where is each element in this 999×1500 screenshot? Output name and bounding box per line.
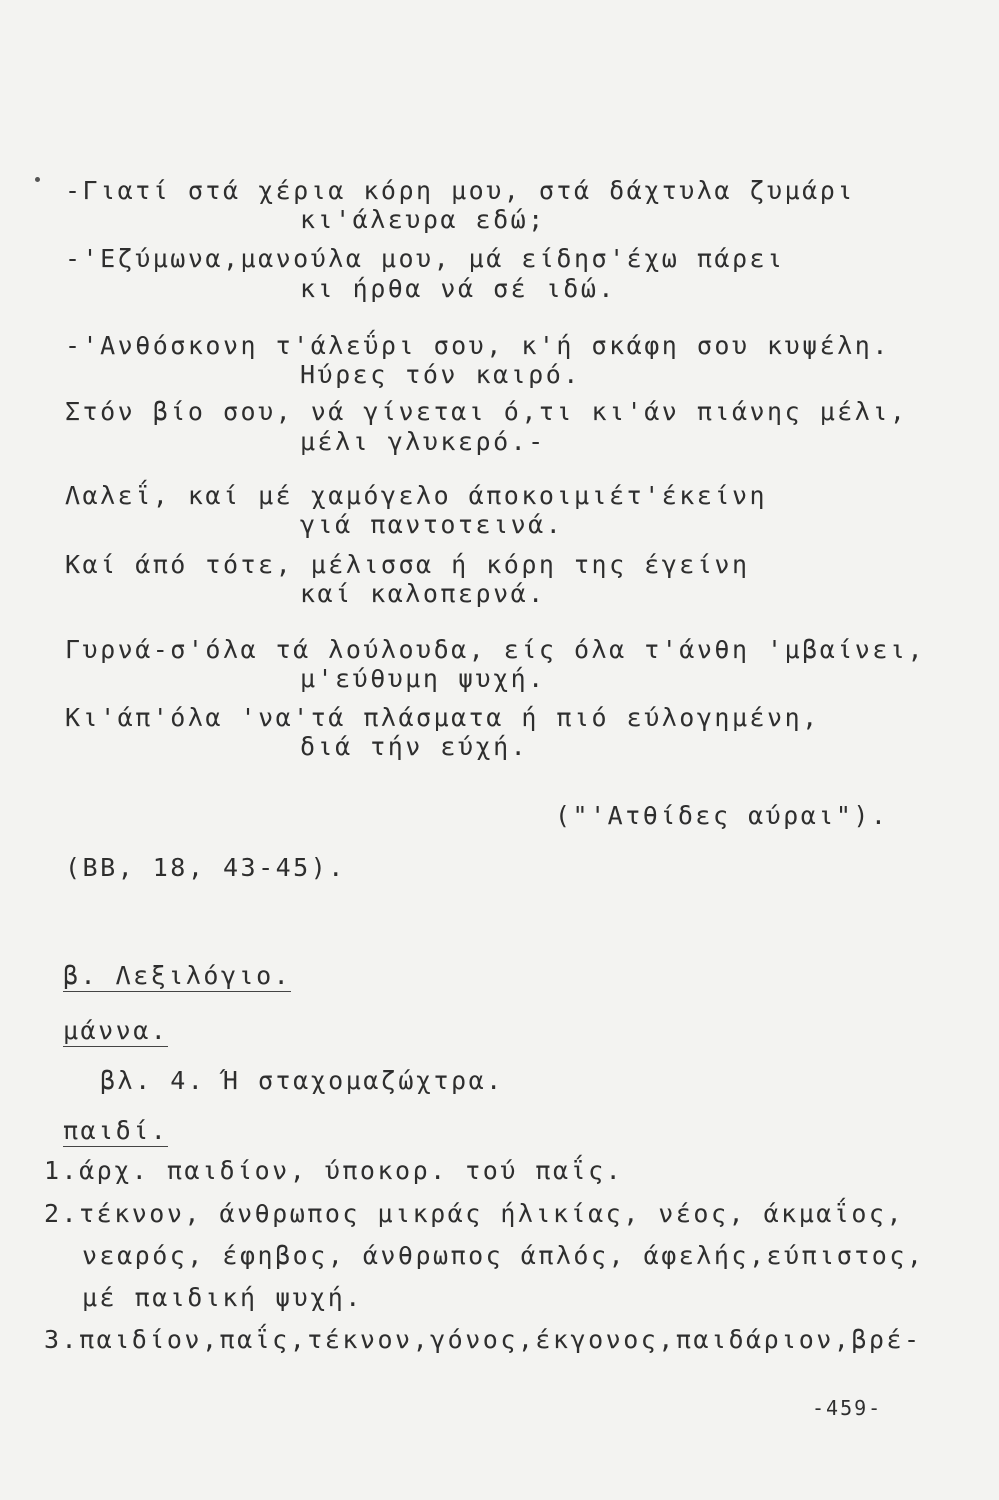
poem-line: κι'άλευρα εδώ; [300, 205, 546, 234]
definition-line: 2.τέκνον, άνθρωπος μικράς ήλικίας, νέος, άκμαΐος, [44, 1199, 905, 1228]
margin-mark [35, 177, 40, 182]
definition-line: νεαρός, έφηβος, άνθρωπος άπλός, άφελής,εύπιστος, [82, 1241, 925, 1270]
poem-line: Κι'άπ'όλα 'να'τά πλάσματα ή πιό εύλογημένη, [65, 703, 820, 732]
poem-line: -Γιατί στά χέρια κόρη μου, στά δάχτυλα ζυμάρι [65, 176, 855, 205]
poem-line: καί καλοπερνά. [300, 579, 546, 608]
lexicon-entry-text: βλ. 4. Ή σταχομαζώχτρα. [100, 1066, 504, 1095]
headword-text: μάννα. [63, 1016, 169, 1045]
section-heading-text: β. Λεξιλόγιο. [63, 961, 292, 990]
lexicon-headword [63, 1018, 168, 1047]
poem-line: μ'εύθυμη ψυχή. [300, 664, 546, 693]
poem-line: κι ήρθα νά σέ ιδώ. [300, 274, 616, 303]
poem-line: -'Ανθόσκονη τ'άλεΰρι σου, κ'ή σκάφη σου κυψέλη. [65, 331, 890, 360]
poem-line: μέλι γλυκερό.- [300, 427, 546, 456]
definition-line: 1.άρχ. παιδίον, ύποκορ. τού παΐς. [44, 1156, 624, 1185]
lexicon-headword [63, 1118, 168, 1147]
poem-line: -'Εζύμωνα,μανούλα μου, μά είδησ'έχω πάρει [65, 244, 785, 273]
poem-line: Ηύρες τόν καιρό. [300, 360, 581, 389]
source-reference: (ΒΒ, 18, 43-45). [65, 853, 346, 882]
poem-line: Στόν βίο σου, νά γίνεται ό,τι κι'άν πιάνης μέλι, [65, 397, 908, 426]
definition-line: μέ παιδική ψυχή. [82, 1283, 363, 1312]
poem-line: Γυρνά-σ'όλα τά λούλουδα, είς όλα τ'άνθη 'μβαίνει, [65, 635, 926, 664]
section-heading [63, 963, 291, 992]
poem-line: Καί άπό τότε, μέλισσα ή κόρη της έγείνη [65, 550, 750, 579]
page-number: -459- [812, 1396, 883, 1420]
poem-line: γιά παντοτεινά. [300, 510, 564, 539]
poem-line: Λαλεΐ, καί μέ χαμόγελο άποκοιμιέτ'έκείνη [65, 481, 768, 510]
poem-attribution: ("'Ατθίδες αύραι"). [555, 801, 889, 830]
headword-text: παιδί. [63, 1116, 169, 1145]
poem-line: διά τήν εύχή. [300, 732, 529, 761]
definition-line: 3.παιδίον,παΐς,τέκνον,γόνος,έκγονος,παιδάριον,βρέ- [44, 1325, 922, 1354]
